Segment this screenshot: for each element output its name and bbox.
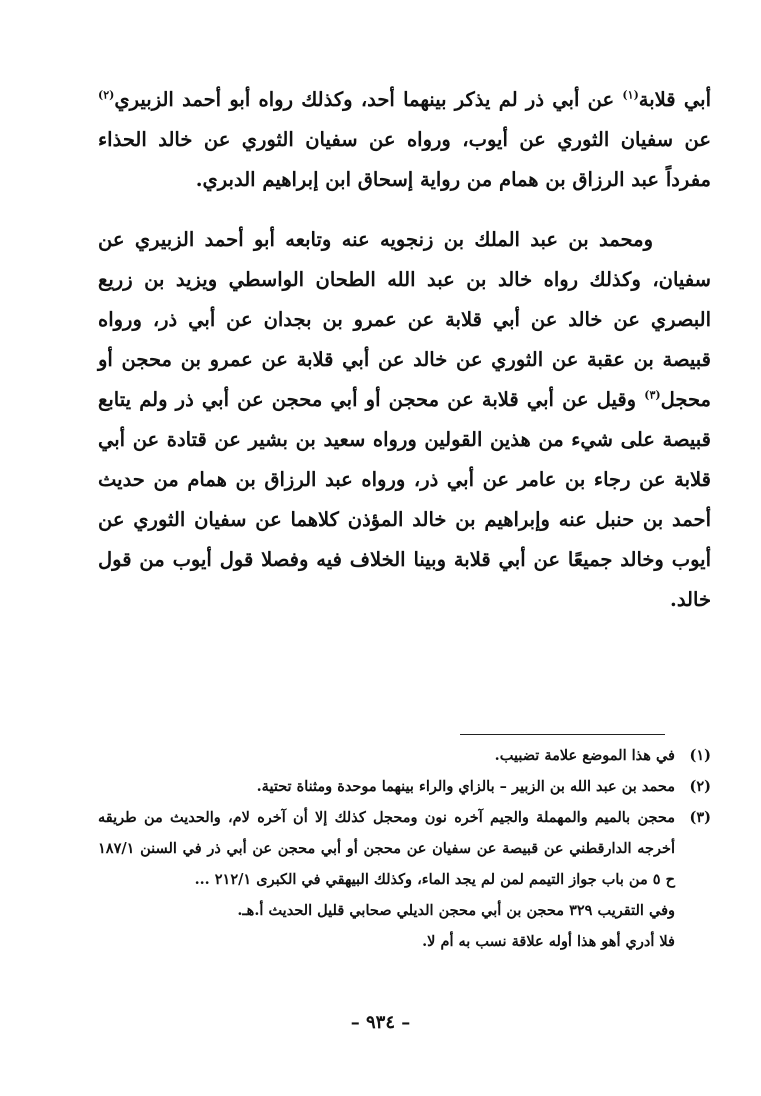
para2-text-a: ومحمد بن عبد الملك بن زنجويه عنه وتابعه أبو أحمد الزبيري عن سفيان، وكذلك رواه خالد بن عبد الله الطحان الواسطي ويزيد بن زريع البصري عن خالد عن أبي قلابة عن عمرو بن بجدان عن أبي ذر، ورواه قبيصة بن عقبة عن الثوري عن خالد عن أبي قلابة عن عمرو بن محجن أو محجل — [98, 228, 711, 411]
footnote-3-text: محجن بالميم والمهملة والجيم آخره نون ومحجل كذلك إلا أن آخره لام، والحديث من طريقه أخرجه الدارقطني عن قبيصة عن سفيان عن محجن أو أبي محجن عن أبي ذر في السنن ١٨٧/١ ح ٥ من باب جواز التيمم لمن لم يجد الماء، وكذلك البيهقي في الكبرى ٢١٢/١ ... — [98, 809, 675, 888]
footnotes — [98, 740, 711, 957]
footnote-separator — [460, 734, 665, 735]
para2-text-b: وقيل عن أبي قلابة عن محجن أو أبي محجن عن أبي ذر ولم يتابع قبيصة على شيء من هذين القولين ورواه سعيد بن بشير عن قتادة عن أبي قلابة عن رجاء بن عامر عن أبي ذر، ورواه عبد الرزاق بن همام من حديث أحمد بن حنبل عنه وإبراهيم بن خالد المؤذن كلاهما عن سفيان الثوري عن أيوب وخالد جميعًا عن أبي قلابة وبينا الخلاف فيه وفصلا قول أيوب من قول خالد. — [98, 388, 711, 611]
footnote-1-text: في هذا الموضع علامة تضبيب. — [494, 747, 675, 764]
footnote-2-number: (٢) — [689, 778, 711, 795]
main-text — [98, 80, 711, 620]
page-number: – ٩٣٤ – — [350, 1012, 411, 1033]
footnote-1-number: (١) — [689, 747, 711, 764]
para1-text-b: عن أبي ذر لم يذكر بينهما أحد، وكذلك رواه أبو أحمد الزبيري — [114, 88, 623, 111]
footnote-3-continuation-2: فلا أدري أهو هذا أوله علاقة نسب به أم لا. — [422, 933, 675, 950]
footnote-2-text: محمد بن عبد الله بن الزبير – بالزاي والراء بينهما موحدة ومثناة تحتية. — [256, 778, 675, 795]
paragraph-2 — [98, 220, 711, 620]
footnote-3-continuation-1: وفي التقريب ٣٢٩ محجن بن أبي محجن الديلي صحابي قليل الحديث أ.هـ. — [237, 902, 675, 919]
footnote-2 — [98, 771, 711, 802]
footnote-1 — [98, 740, 711, 771]
footnote-ref-3[interactable]: (٣) — [644, 388, 661, 402]
para1-text-c: عن سفيان الثوري عن أيوب، ورواه عن سفيان الثوري عن خالد الحذاء مفرداً عبد الرزاق بن همام من رواية إسحاق ابن إبراهيم الدبري. — [98, 128, 711, 191]
footnote-3 — [98, 802, 711, 895]
footnote-3-number: (٣) — [689, 809, 711, 826]
footnote-ref-2[interactable]: (٢) — [98, 88, 115, 102]
para1-text-a: أبي قلابة — [638, 88, 711, 111]
footnote-ref-1[interactable]: (١) — [622, 88, 639, 102]
paragraph-1 — [98, 80, 711, 200]
